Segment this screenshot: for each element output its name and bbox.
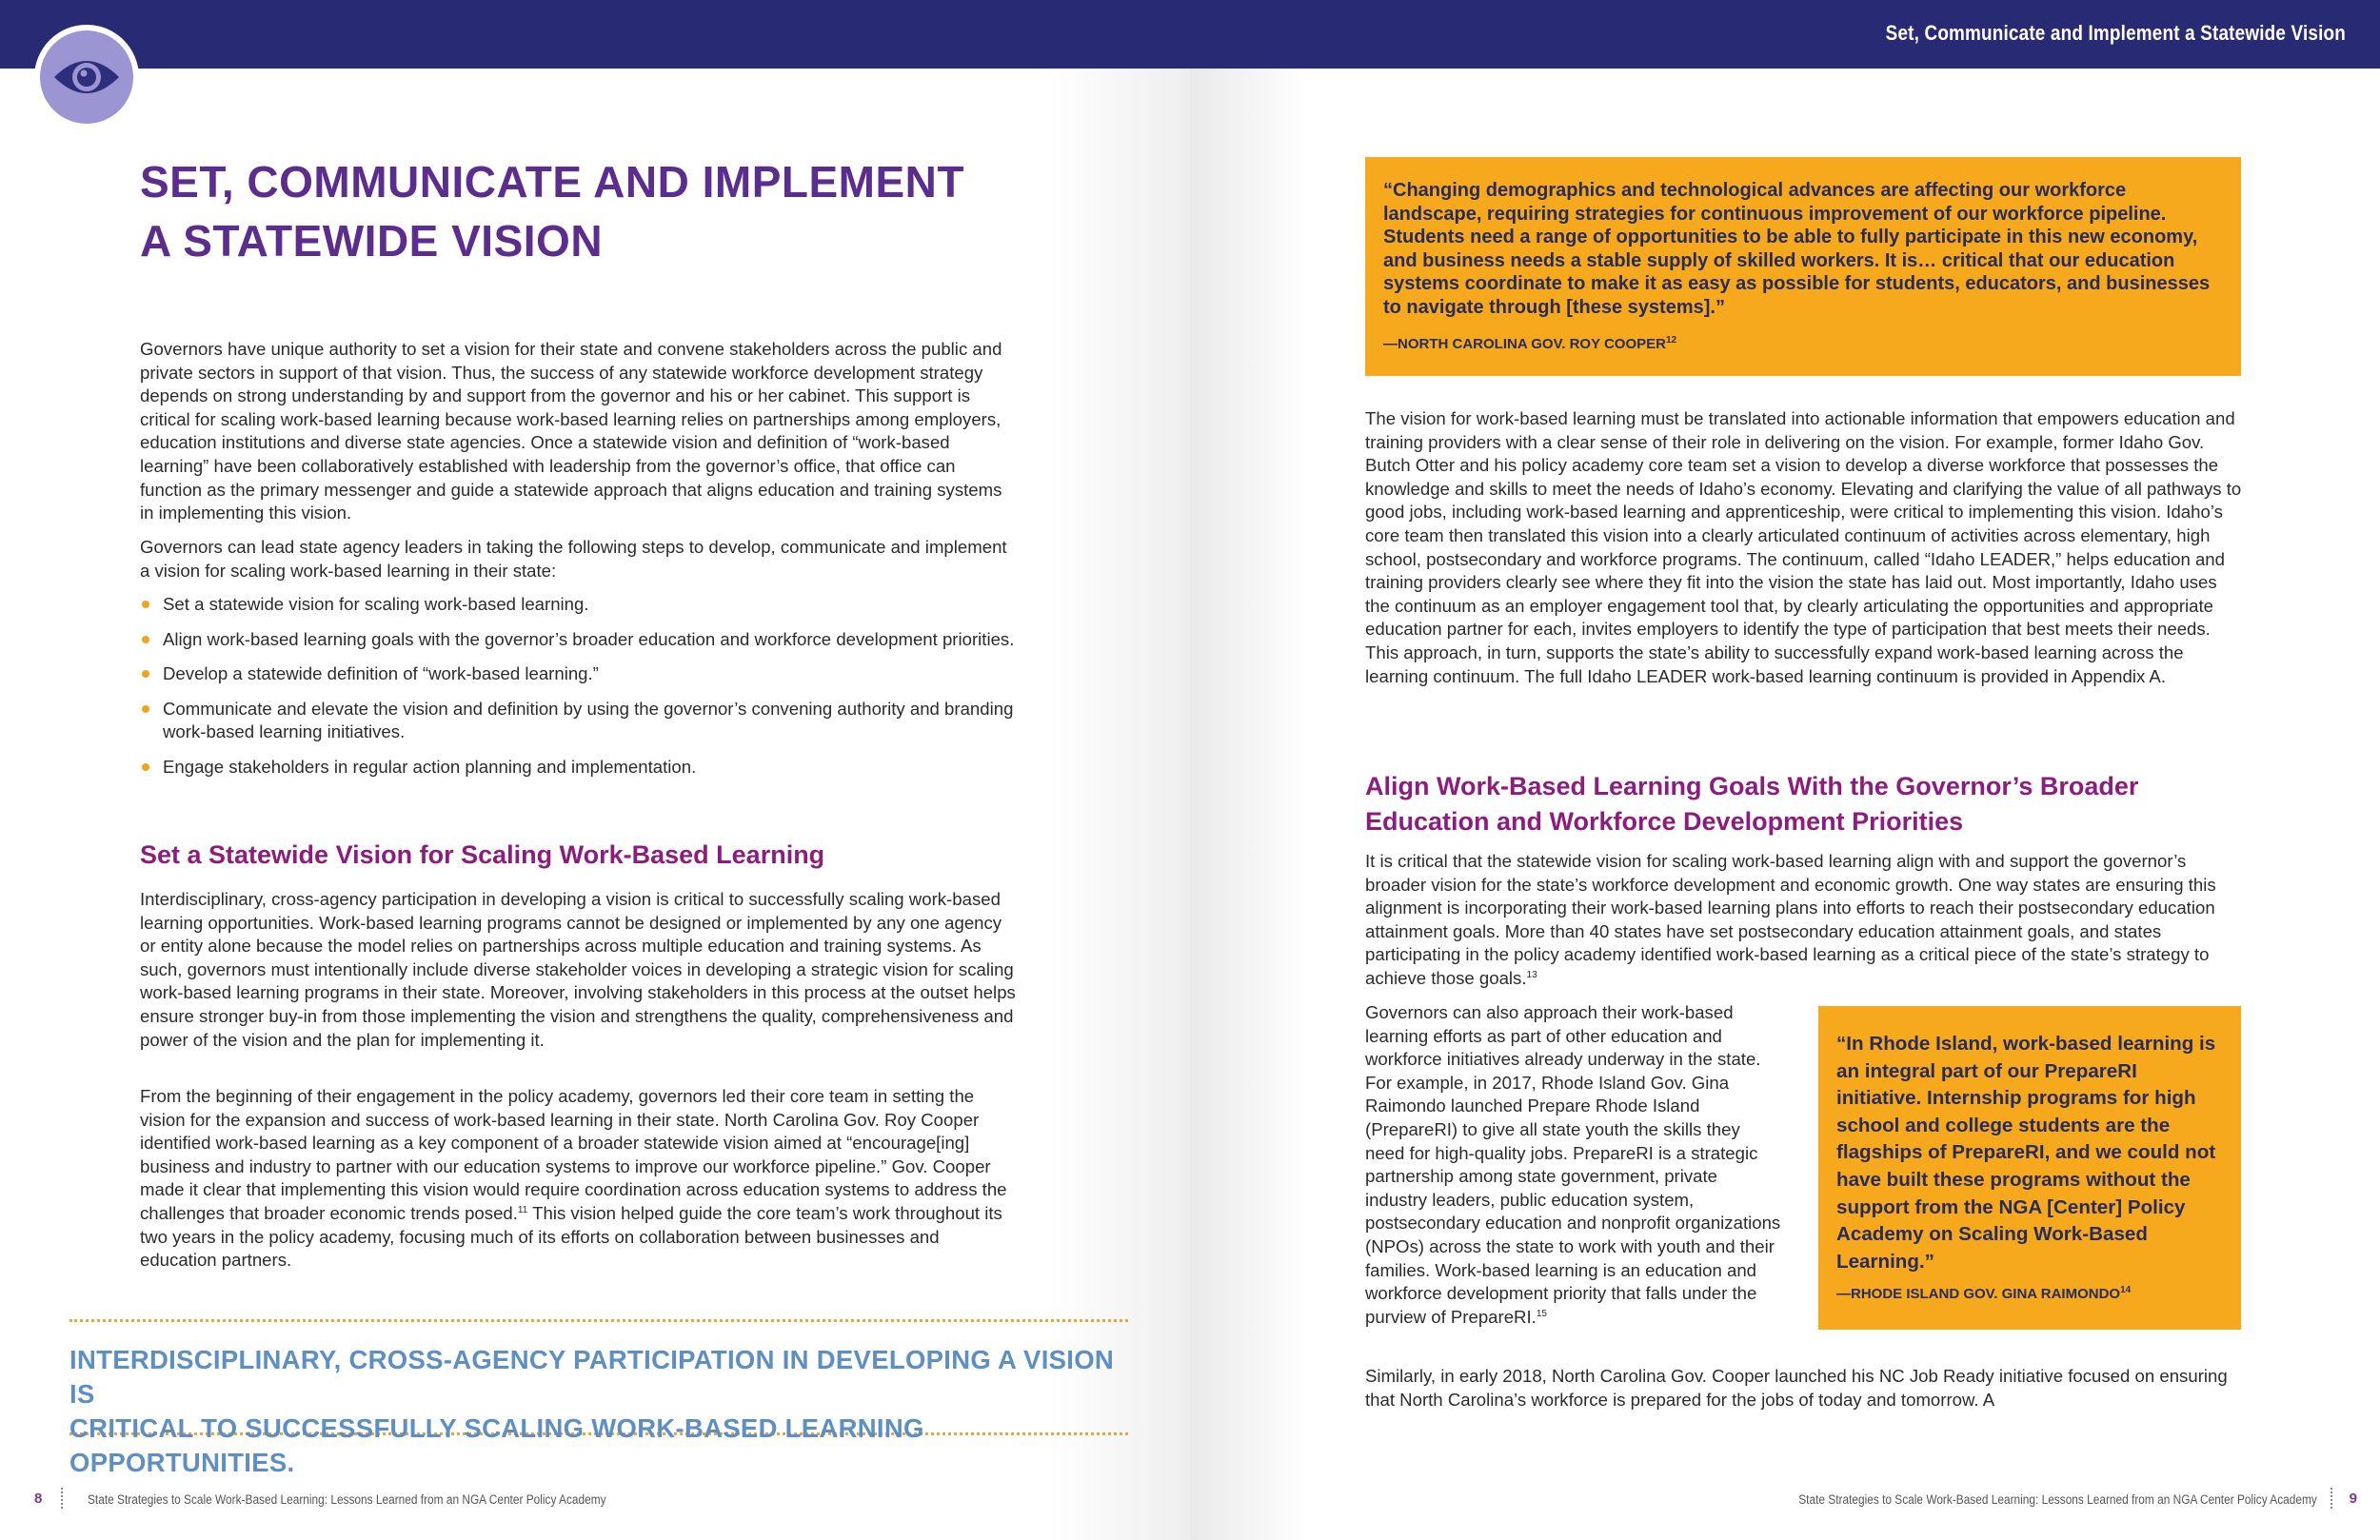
right-page — [1190, 0, 2380, 1540]
section-badge — [34, 25, 139, 129]
subheading-align-goals: Align Work-Based Learning Goals With the Governor’s Broader Education and Workforce Development Priorities — [1365, 772, 2139, 836]
quote-attribution: —NORTH CAROLINA GOV. ROY COOPER$^{12}$ — [1383, 335, 1677, 352]
page-number-right: 9 — [2349, 1491, 2357, 1507]
page-number-left: 8 — [34, 1491, 43, 1507]
steps-list — [140, 593, 1016, 791]
quote-box-cooper — [1365, 157, 2241, 376]
page-title-line2: A STATEWIDE VISION — [140, 216, 604, 266]
subheading-left-wrap — [140, 838, 1016, 873]
callout-text: INTERDISCIPLINARY, CROSS-AGENCY PARTICIPATION IN DEVELOPING A VISION IS CRITICAL TO SUCCESSFULLY SCALING WORK-BASED LEARNING OPPORTUNITIES. — [69, 1345, 1115, 1477]
interdisciplinary-paragraph: Interdisciplinary, cross-agency participation in developing a vision is critical to successfully scaling work-based learning opportunities. Work-based learning programs cannot be designed or implemented by any one agency or entity alone because the model relies on partnerships across multiple education and training systems. As such, governors must intentionally include diverse stakeholder voices in developing a strategic vision for scaling work-based learning programs in their state. Moreover, involving stakeholders in this process at the outset helps ensure stronger buy-in from those implementing the vision and strengthens the quality, comprehensiveness and power of the vision and the plan for implementing it. — [140, 889, 1016, 1050]
footnote-ref: 11 — [517, 1204, 528, 1215]
list-item: Engage stakeholders in regular action planning and implementation. — [140, 756, 1016, 780]
intro-paragraph: Governors have unique authority to set a vision for their state and convene stakeholders across the public and private sectors in support of that vision. Thus, the success of any statewide workforce development strategy depends on strong understanding by and support from the governor and his or her cabinet. This support is critical for scaling work-based learning because work-based learning relies on partnerships among employers, education institutions and diverse state agencies. Once a statewide vision and definition of “work-based learning” have been collaboratively established with leadership from the governor’s office, that office can function as the primary messenger and guide a statewide approach that aligns education and training systems in implementing this vision. — [140, 339, 1002, 523]
list-item: Align work-based learning goals with the governor’s broader education and workforce development priorities. — [140, 628, 1016, 652]
quote-text: “Changing demographics and technological advances are affecting our workforce landscape, requiring strategies for continuous improvement of our workforce pipeline. Students need a range of opportunities to be able to fully participate in this new economy, and business needs a stable supply of skilled workers. It is… critical that our education systems coordinate to make it as easy as possible for students, educators, and businesses to navigate through [these systems].” — [1383, 180, 2211, 318]
idaho-paragraph: The vision for work-based learning must be translated into actionable information that empowers education and training providers with a clear sense of their role in delivering on the vision. For example, former Idaho Gov. Butch Otter and his policy academy core team set a vision to develop a diverse workforce that possesses the knowledge and skills to meet the needs of Idaho’s economy. Elevating and clarifying the value of all pathways to good jobs, including work-based learning and apprenticeship, were critical to implementing this vision. Idaho’s core team then translated this vision into a clearly articulated continuum of activities across elementary, high school, postsecondary and workforce programs. The continuum, called “Idaho LEADER,” helps education and training providers clearly see where they fit into the vision the state has laid out. Most importantly, Idaho uses the continuum as an employer engagement tool that, by clearly articulating the opportunities and appropriate education partner for each, invites employers to identify the type of participation that best meets their needs. This approach, in turn, supports the state’s ability to successfully expand work-based learning across the learning continuum. The full Idaho LEADER work-based learning continuum is provided in Appendix A. — [1365, 408, 2242, 686]
footer-divider — [61, 1488, 63, 1509]
footer-text-left: State Strategies to Scale Work-Based Learning: Lessons Learned from an NGA Center Policy Academy — [88, 1492, 606, 1507]
quote-box-raimondo — [1818, 1006, 2241, 1330]
page-title-line1: SET, COMMUNICATE AND IMPLEMENT — [140, 157, 964, 207]
alignment-paragraph: It is critical that the statewide vision for scaling work-based learning align with and support the governor’s broader vision for the state’s workforce development and economic growth. One way states are ensuring this alignment is incorporating their work-based learning plans into efforts to reach their postsecondary education attainment goals. More than 40 states have set postsecondary education attainment goals, and states participating in the policy academy identified work-based learning as a critical piece of the state’s strategy to achieve those goals.$^{13}$ — [1365, 851, 2216, 988]
nc-job-ready-paragraph: Similarly, in early 2018, North Carolina Gov. Cooper launched his NC Job Ready initiative focused on ensuring that North Carolina’s workforce is prepared for the jobs of today and tomorrow. A — [1365, 1366, 2228, 1410]
pull-quote-callout — [69, 1319, 1128, 1477]
quote-text: “In Rhode Island, work-based learning is an integral part of our PrepareRI initiative. Internship programs for high school and college students are the flagships of PrepareRI, and we could not have built these programs without the support from the NGA [Center] Policy Academy on Scaling Work-Based Learning.” — [1836, 1033, 2216, 1273]
running-header: Set, Communicate and Implement a Statewide Vision — [1885, 21, 2346, 45]
subheading-statewide-vision: Set a Statewide Vision for Scaling Work-Based Learning — [140, 840, 825, 869]
page-title — [140, 152, 1073, 270]
quote-attribution: —RHODE ISLAND GOV. GINA RAIMONDO$^{14}$ — [1836, 1285, 2132, 1302]
header-bar-right — [1190, 0, 2380, 69]
list-item: Set a statewide vision for scaling work-based learning. — [140, 593, 1016, 617]
bullet-icon — [142, 705, 149, 713]
list-item: Develop a statewide definition of “work-based learning.” — [140, 662, 1016, 686]
footer-text-right: State Strategies to Scale Work-Based Learning: Lessons Learned from an NGA Center Policy Academy — [1798, 1492, 2317, 1507]
bullet-icon — [142, 601, 149, 608]
steps-intro-paragraph: Governors can lead state agency leaders in taking the following steps to develop, communicate and implement a vision for scaling work-based learning in their state: — [140, 537, 1007, 581]
bullet-icon — [142, 670, 149, 678]
footer-divider — [2330, 1488, 2332, 1509]
rhode-island-paragraph: Governors can also approach their work-based learning efforts as part of other education and workforce initiatives already underway in the state. For example, in 2017, Rhode Island Gov. Gina Raimondo launched Prepare Rhode Island (PrepareRI) to give all state youth the skills they need for high-quality jobs. PrepareRI is a strategic partnership among state government, private industry leaders, public education system, postsecondary education and nonprofit organizations (NPOs) across the state to work with youth and their families. Work-based learning is an education and workforce development priority that falls under the purview of PrepareRI.$^{15}$ — [1365, 1002, 1781, 1327]
bullet-icon — [142, 763, 149, 771]
header-bar-left — [0, 0, 1190, 69]
core-team-paragraph: From the beginning of their engagement in the policy academy, governors led their core team in setting the vision for the expansion and success of work-based learning in their state. North Carolina Gov. Roy Cooper identified work-based learning as a key component of a broader statewide vision aimed at “encourage[ing] business and industry to partner with our education systems to improve our workforce pipeline.” Gov. Cooper made it clear that implementing this vision would require coordination across education systems to address the challenges that broader economic trends posed.$^{11}$ This vision helped guide the core team’s work throughout its two years in the policy academy, focusing much of its efforts on collaboration between businesses and education partners. — [140, 1086, 1007, 1271]
list-item: Communicate and elevate the vision and definition by using the governor’s convening authority and branding work-based learning initiatives. — [140, 698, 1016, 744]
bullet-icon — [142, 636, 149, 643]
eye-icon — [52, 52, 121, 102]
subheading-right-wrap — [1365, 769, 2243, 839]
